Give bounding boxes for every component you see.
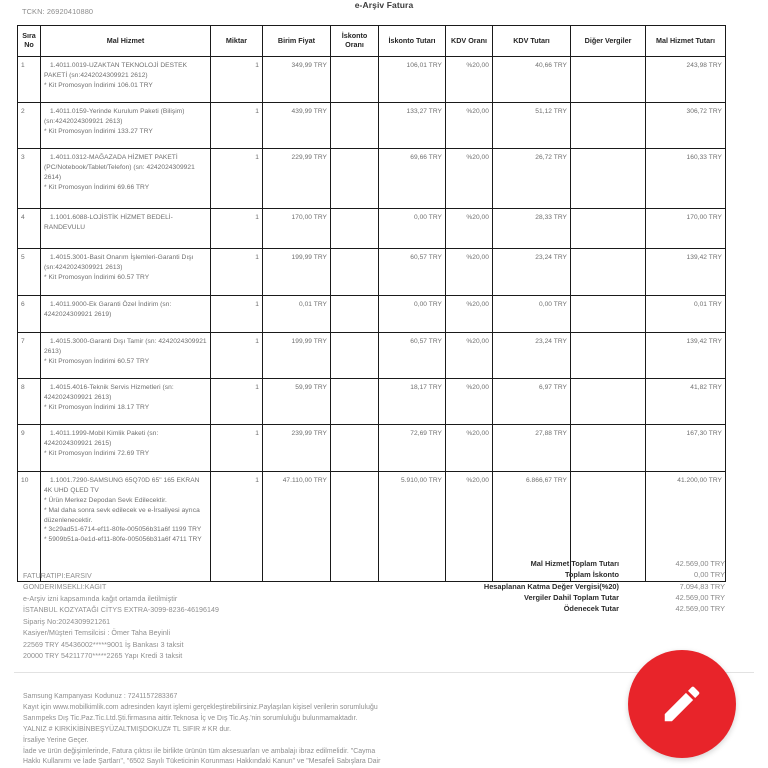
cell-mal-hizmet [41, 379, 211, 425]
cell-diger-vergiler [571, 249, 646, 296]
edit-fab-button[interactable] [628, 650, 736, 758]
item-note: * Kit Promosyon İndirimi 133.27 TRY [44, 127, 153, 135]
totals-label: Mal Hizmet Toplam Tutarı [530, 559, 619, 568]
legal-line: Sarımpeks Dış Tic.Paz.Tic.Ltd.Şti.firmasına aittir.Teknosa İç ve Dış Tic.Aş.'nin sorumluluğu bulunmamaktadır. [23, 714, 358, 722]
footer-info-line: Sipariş No:2024309921261 [23, 617, 111, 626]
table-row [18, 149, 726, 209]
tckn-label: TCKN: 26920410880 [22, 7, 94, 16]
table-row [18, 103, 726, 149]
cell-mal-hizmet [41, 249, 211, 296]
cell-birim-fiyat: 170,00 TRY [263, 209, 331, 249]
col-header-birim-fiyat: Birim Fiyat [263, 26, 331, 57]
cell-sira-no: 8 [18, 379, 41, 425]
cell-iskonto-tutari: 0,00 TRY [379, 209, 446, 249]
item-description: 1.4011.0159-Yerinde Kurulum Paketi (Bilişim) (sn:4242024309921 2613) [44, 108, 185, 125]
cell-miktar: 1 [211, 103, 263, 149]
totals-value: 0,00 TRY [694, 570, 725, 580]
item-description: 1.4015.3001-Basit Onarım İşlemleri-Garanti Dışı (sn:4242024309921 2613) [44, 254, 194, 271]
col-header-diger-vergiler: Diğer Vergiler [571, 26, 646, 57]
cell-kdv-tutari: 23,24 TRY [493, 333, 571, 379]
cell-mal-hizmet [41, 333, 211, 379]
cell-sira-no: 7 [18, 333, 41, 379]
cell-kdv-tutari: 6,97 TRY [493, 379, 571, 425]
legal-line: İade ve ürün değişimlerinde, Fatura çıktısı ile birlikte ürünün tüm aksesuarları ve ambalajı ibraz edilmelidir. "Cayma [23, 747, 376, 755]
totals-label: Hesaplanan Katma Değer Vergisi(%20) [483, 581, 619, 591]
cell-sira-no: 6 [18, 296, 41, 333]
cell-kdv-orani: %20,00 [446, 103, 493, 149]
legal-line: YALNIZ # KIRKİKİBİNBEŞYÜZALTMIŞDOKUZ# TL SIFIR # KR dur. [23, 725, 232, 733]
col-header-sira-no: Sıra No [18, 26, 41, 57]
cell-kdv-orani: %20,00 [446, 425, 493, 472]
cell-miktar: 1 [211, 296, 263, 333]
cell-sira-no: 5 [18, 249, 41, 296]
totals-row [425, 558, 725, 569]
cell-kdv-orani: %20,00 [446, 57, 493, 103]
cell-kdv-orani: %20,00 [446, 296, 493, 333]
cell-mal-hizmet [41, 425, 211, 472]
cell-sira-no: 4 [18, 209, 41, 249]
document-title: e-Arşiv Fatura [354, 0, 414, 10]
cell-iskonto-tutari: 60,57 TRY [379, 249, 446, 296]
item-description: 1.1001.6088-LOJİSTİK HİZMET BEDELİ-RANDEVULU [44, 214, 173, 231]
footer-info-line: e-Arşiv izni kapsamında kağıt ortamda iletilmiştir [23, 594, 178, 603]
legal-line: Samsung Kampanyası Kodunuz : 7241157283367 [23, 693, 178, 700]
legal-text-block [23, 692, 467, 768]
cell-birim-fiyat: 59,99 TRY [263, 379, 331, 425]
totals-row [425, 603, 725, 614]
invoice-table-container [17, 25, 725, 582]
item-note: * Kit Promosyon İndirimi 106.01 TRY [44, 81, 153, 89]
cell-birim-fiyat: 229,99 TRY [263, 149, 331, 209]
cell-kdv-tutari: 28,33 TRY [493, 209, 571, 249]
cell-iskonto-orani [331, 333, 379, 379]
cell-iskonto-tutari: 5.910,00 TRY [379, 472, 446, 582]
item-note: * Kit Promosyon İndirimi 60.57 TRY [44, 273, 150, 281]
cell-iskonto-tutari: 72,69 TRY [379, 425, 446, 472]
cell-mal-hizmet-tutari: 167,30 TRY [646, 425, 726, 472]
footer-info-line: 22569 TRY 45436002*****9001 İş Bankası 3 taksit [23, 640, 184, 649]
cell-diger-vergiler [571, 103, 646, 149]
item-description: 1.4011.0312-MAĞAZADA HİZMET PAKETİ (PC/Notebook/Tablet/Telefon) (sn: 4242024309921 2614) [44, 154, 195, 181]
table-header-row [18, 26, 726, 57]
cell-kdv-tutari: 40,66 TRY [493, 57, 571, 103]
table-row [18, 333, 726, 379]
item-note: * Kit Promosyon İndirimi 69.66 TRY [44, 183, 150, 191]
item-note: * 3c29ad51-6714-ef11-80fe-005056b31a6f 1199 TRY [44, 526, 202, 534]
item-description: 1.4015.3000-Garanti Dışı Tamir (sn: 4242024309921 2613) [44, 338, 207, 355]
cell-mal-hizmet-tutari: 139,42 TRY [646, 333, 726, 379]
cell-birim-fiyat: 439,99 TRY [263, 103, 331, 149]
pencil-icon [659, 681, 705, 727]
col-header-mal-hizmet: Mal Hizmet [41, 26, 211, 57]
table-row [18, 296, 726, 333]
col-header-kdv-tutari: KDV Tutarı [493, 26, 571, 57]
col-header-miktar: Miktar [211, 26, 263, 57]
cell-kdv-tutari: 6.866,67 TRY [493, 472, 571, 582]
cell-miktar: 1 [211, 425, 263, 472]
cell-birim-fiyat: 239,99 TRY [263, 425, 331, 472]
col-header-kdv-orani: KDV Oranı [446, 26, 493, 57]
cell-mal-hizmet [41, 57, 211, 103]
cell-iskonto-tutari: 18,17 TRY [379, 379, 446, 425]
footer-info-line: FATURATIPI:EARSIV [23, 572, 92, 580]
item-description: 1.1001.7290-SAMSUNG 65Q70D 65" 165 EKRAN 4K UHD QLED TV [44, 477, 200, 494]
totals-row [425, 569, 725, 580]
cell-miktar: 1 [211, 472, 263, 582]
cell-iskonto-orani [331, 379, 379, 425]
cell-mal-hizmet [41, 472, 211, 582]
cell-diger-vergiler [571, 379, 646, 425]
table-row [18, 379, 726, 425]
cell-mal-hizmet [41, 103, 211, 149]
cell-sira-no: 2 [18, 103, 41, 149]
footer-info-line: İSTANBUL KOZYATAĞI CİTYS EXTRA-3099-8236-46196149 [23, 606, 220, 615]
cell-diger-vergiler [571, 57, 646, 103]
cell-mal-hizmet-tutari: 306,72 TRY [646, 103, 726, 149]
legal-line: Hakkı Kullanımı ve İade Şartları", "6502 Sayılı Tüketicinin Korunması Hakkındaki Kanun" ve "Mesafeli Sabışlara Dair [23, 758, 381, 766]
item-note: * Ürün Merkez Depodan Sevk Edilecektir. [44, 496, 167, 504]
item-note: * 5909b51a-0e1d-ef11-80fe-005056b31a6f 4711 TRY [44, 536, 202, 544]
cell-miktar: 1 [211, 57, 263, 103]
cell-diger-vergiler [571, 209, 646, 249]
item-description: 1.4011.9000-Ek Garanti Özel İndirim (sn: 4242024309921 2619) [44, 301, 172, 318]
cell-miktar: 1 [211, 379, 263, 425]
cell-kdv-orani: %20,00 [446, 379, 493, 425]
cell-kdv-tutari: 27,88 TRY [493, 425, 571, 472]
cell-kdv-orani: %20,00 [446, 249, 493, 296]
cell-birim-fiyat: 349,99 TRY [263, 57, 331, 103]
cell-iskonto-orani [331, 296, 379, 333]
document-header [0, 0, 768, 22]
cell-iskonto-orani [331, 249, 379, 296]
cell-iskonto-orani [331, 149, 379, 209]
cell-miktar: 1 [211, 149, 263, 209]
cell-mal-hizmet-tutari: 243,98 TRY [646, 57, 726, 103]
footer-info-line: Kasiyer/Müşteri Temsilcisi : Ömer Taha Beyinli [23, 629, 171, 638]
cell-iskonto-tutari: 133,27 TRY [379, 103, 446, 149]
legal-line: İrsaliye Yerine Geçer. [23, 736, 89, 744]
cell-birim-fiyat: 47.110,00 TRY [263, 472, 331, 582]
cell-diger-vergiler [571, 296, 646, 333]
cell-diger-vergiler [571, 333, 646, 379]
totals-label: Toplam İskonto [564, 570, 619, 580]
col-header-mal-hizmet-tutari: Mal Hizmet Tutarı [646, 26, 726, 57]
cell-iskonto-tutari: 0,00 TRY [379, 296, 446, 333]
footer-info-line: GONDERIMSEKLI:KAGIT [23, 583, 107, 592]
invoice-table-body [18, 57, 726, 582]
col-header-iskonto-tutari: İskonto Tutarı [379, 26, 446, 57]
totals-value: 42.569,00 TRY [675, 604, 725, 613]
cell-mal-hizmet [41, 296, 211, 333]
cell-mal-hizmet-tutari: 0,01 TRY [646, 296, 726, 333]
item-note: * Mal daha sonra sevk edilecek ve e-İrsaliyesi ayrıca düzenlenecektir. [44, 506, 200, 524]
footer-info-line: 20000 TRY 54211770*****2265 Yapı Kredi 3 taksit [23, 652, 183, 661]
cell-iskonto-tutari: 60,57 TRY [379, 333, 446, 379]
item-description: 1.4015.4016-Teknik Servis Hizmetleri (sn: 4242024309921 2613) [44, 384, 174, 401]
cell-diger-vergiler [571, 149, 646, 209]
cell-kdv-orani: %20,00 [446, 333, 493, 379]
cell-miktar: 1 [211, 209, 263, 249]
cell-kdv-tutari: 51,12 TRY [493, 103, 571, 149]
cell-birim-fiyat: 199,99 TRY [263, 249, 331, 296]
cell-mal-hizmet [41, 209, 211, 249]
item-note: * Kit Promosyon İndirimi 72.69 TRY [44, 449, 150, 457]
item-note: * Kit Promosyon İndirimi 60.57 TRY [44, 357, 150, 365]
cell-iskonto-orani [331, 425, 379, 472]
cell-sira-no: 1 [18, 57, 41, 103]
col-header-iskonto-orani: İskonto Oranı [331, 26, 379, 57]
cell-kdv-orani: %20,00 [446, 149, 493, 209]
totals-row [425, 592, 725, 603]
item-note: * Kit Promosyon İndirimi 18.17 TRY [44, 403, 150, 411]
cell-mal-hizmet-tutari: 41,82 TRY [646, 379, 726, 425]
cell-iskonto-tutari: 69,66 TRY [379, 149, 446, 209]
cell-iskonto-orani [331, 209, 379, 249]
totals-block [425, 558, 725, 614]
footer-info-block [23, 571, 453, 663]
cell-birim-fiyat: 0,01 TRY [263, 296, 331, 333]
table-row [18, 425, 726, 472]
cell-mal-hizmet [41, 149, 211, 209]
cell-mal-hizmet-tutari: 170,00 TRY [646, 209, 726, 249]
cell-sira-no: 10 [18, 472, 41, 582]
cell-diger-vergiler [571, 425, 646, 472]
cell-miktar: 1 [211, 249, 263, 296]
cell-sira-no: 9 [18, 425, 41, 472]
table-row [18, 57, 726, 103]
cell-kdv-tutari: 23,24 TRY [493, 249, 571, 296]
item-description: 1.4011.0019-UZAKTAN TEKNOLOJİ DESTEK PAKETİ (sn:4242024309921 2612) [44, 62, 188, 79]
item-description: 1.4011.1999-Mobil Kimlik Paketi (sn: 4242024309921 2615) [44, 430, 159, 447]
legal-line: Kayıt için www.mobilkimlik.com adresinden kayıt işlemi gerçekleştirebilirsiniz.Paylaşılan kişisel verilerin sorumluluğu [23, 703, 378, 711]
cell-iskonto-tutari: 106,01 TRY [379, 57, 446, 103]
totals-value: 7.094,83 TRY [679, 581, 725, 591]
cell-iskonto-orani [331, 472, 379, 582]
cell-iskonto-orani [331, 57, 379, 103]
cell-mal-hizmet-tutari: 139,42 TRY [646, 249, 726, 296]
totals-label: Vergiler Dahil Toplam Tutar [523, 592, 619, 602]
cell-kdv-tutari: 26,72 TRY [493, 149, 571, 209]
cell-iskonto-orani [331, 103, 379, 149]
table-row [18, 249, 726, 296]
invoice-table [17, 25, 726, 582]
cell-sira-no: 3 [18, 149, 41, 209]
cell-birim-fiyat: 199,99 TRY [263, 333, 331, 379]
table-row [18, 209, 726, 249]
totals-row [425, 581, 725, 592]
cell-mal-hizmet-tutari: 160,33 TRY [646, 149, 726, 209]
cell-miktar: 1 [211, 333, 263, 379]
cell-kdv-tutari: 0,00 TRY [493, 296, 571, 333]
cell-mal-hizmet-tutari: 41.200,00 TRY [646, 472, 726, 582]
cell-kdv-orani: %20,00 [446, 472, 493, 582]
totals-value: 42.569,00 TRY [675, 559, 725, 568]
totals-label: Ödenecek Tutar [563, 604, 619, 613]
totals-value: 42.569,00 TRY [675, 592, 725, 602]
cell-kdv-orani: %20,00 [446, 209, 493, 249]
